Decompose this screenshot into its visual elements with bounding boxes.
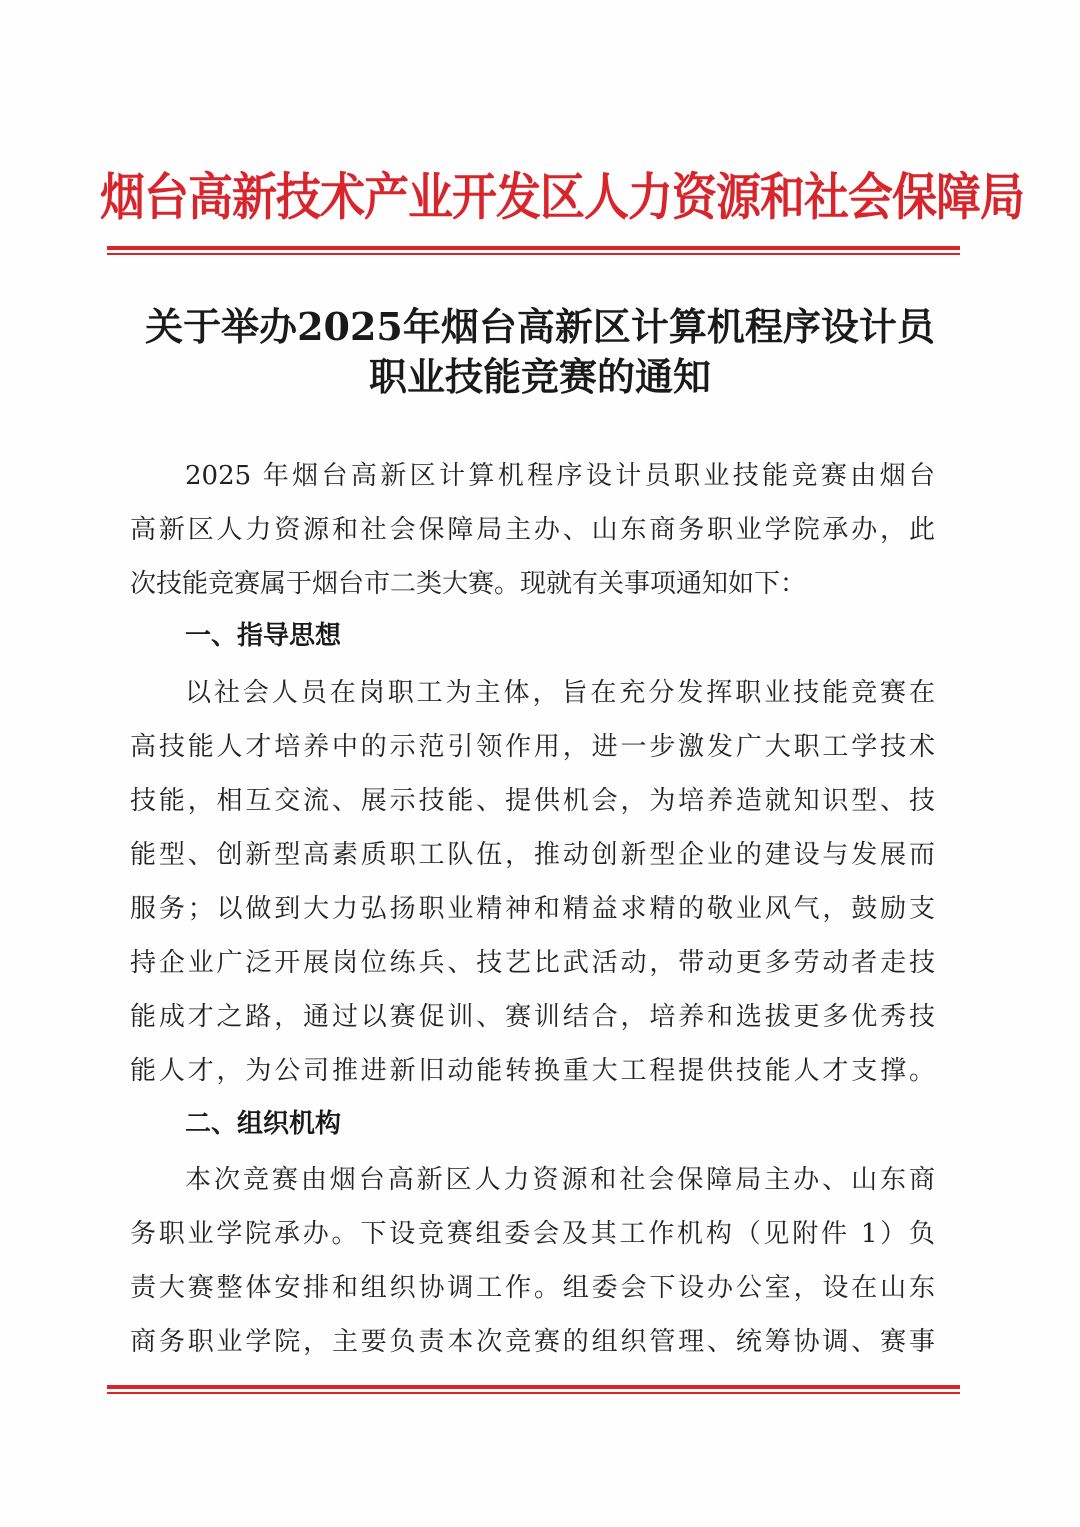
section1-line: 能人才，为公司推进新旧动能转换重大工程提供技能人才支撑。 <box>130 1056 935 1086</box>
section1-line: 高技能人才培养中的示范引领作用，进一步激发广大职工学技术 <box>130 732 935 762</box>
document-title-line-1: 关于举办2025年烟台高新区计算机程序设计员 <box>145 304 935 349</box>
section2-line: 务职业学院承办。下设竞赛组委会及其工作机构（见附件 1）负 <box>130 1219 935 1249</box>
section1-line: 能成才之路，通过以赛促训、赛训结合，培养和选拔更多优秀技 <box>130 1002 935 1032</box>
intro-line: 次技能竞赛属于烟台市二类大赛。现就有关事项通知如下： <box>130 569 807 599</box>
section1-line: 能型、创新型高素质职工队伍，推动创新型企业的建设与发展而 <box>130 840 935 870</box>
section2-line: 商务职业学院，主要负责本次竞赛的组织管理、统筹协调、赛事 <box>130 1327 935 1357</box>
section2-line: 本次竞赛由烟台高新区人力资源和社会保障局主办、山东商 <box>185 1165 935 1195</box>
section2-line: 责大赛整体安排和组织协调工作。组委会下设办公室，设在山东 <box>130 1273 935 1303</box>
section-heading-guiding-ideology: 一、指导思想 <box>185 621 342 651</box>
header-divider <box>107 246 960 255</box>
section1-line: 以社会人员在岗职工为主体，旨在充分发挥职业技能竞赛在 <box>185 678 935 708</box>
intro-line: 2025 年烟台高新区计算机程序设计员职业技能竞赛由烟台 <box>185 461 935 491</box>
section-heading-organization: 二、组织机构 <box>185 1109 342 1139</box>
section1-line: 技能，相互交流、展示技能、提供机会，为培养造就知识型、技 <box>130 786 935 816</box>
section1-line: 持企业广泛开展岗位练兵、技艺比武活动，带动更多劳动者走技 <box>130 948 935 978</box>
intro-line: 高新区人力资源和社会保障局主办、山东商务职业学院承办，此 <box>130 515 935 545</box>
section1-line: 服务；以做到大力弘扬职业精神和精益求精的敬业风气，鼓励支 <box>130 894 935 924</box>
agency-header: 烟台高新技术产业开发区人力资源和社会保障局 <box>100 167 1025 227</box>
document-title-line-2: 职业技能竞赛的通知 <box>368 354 711 399</box>
footer-divider <box>107 1385 960 1394</box>
